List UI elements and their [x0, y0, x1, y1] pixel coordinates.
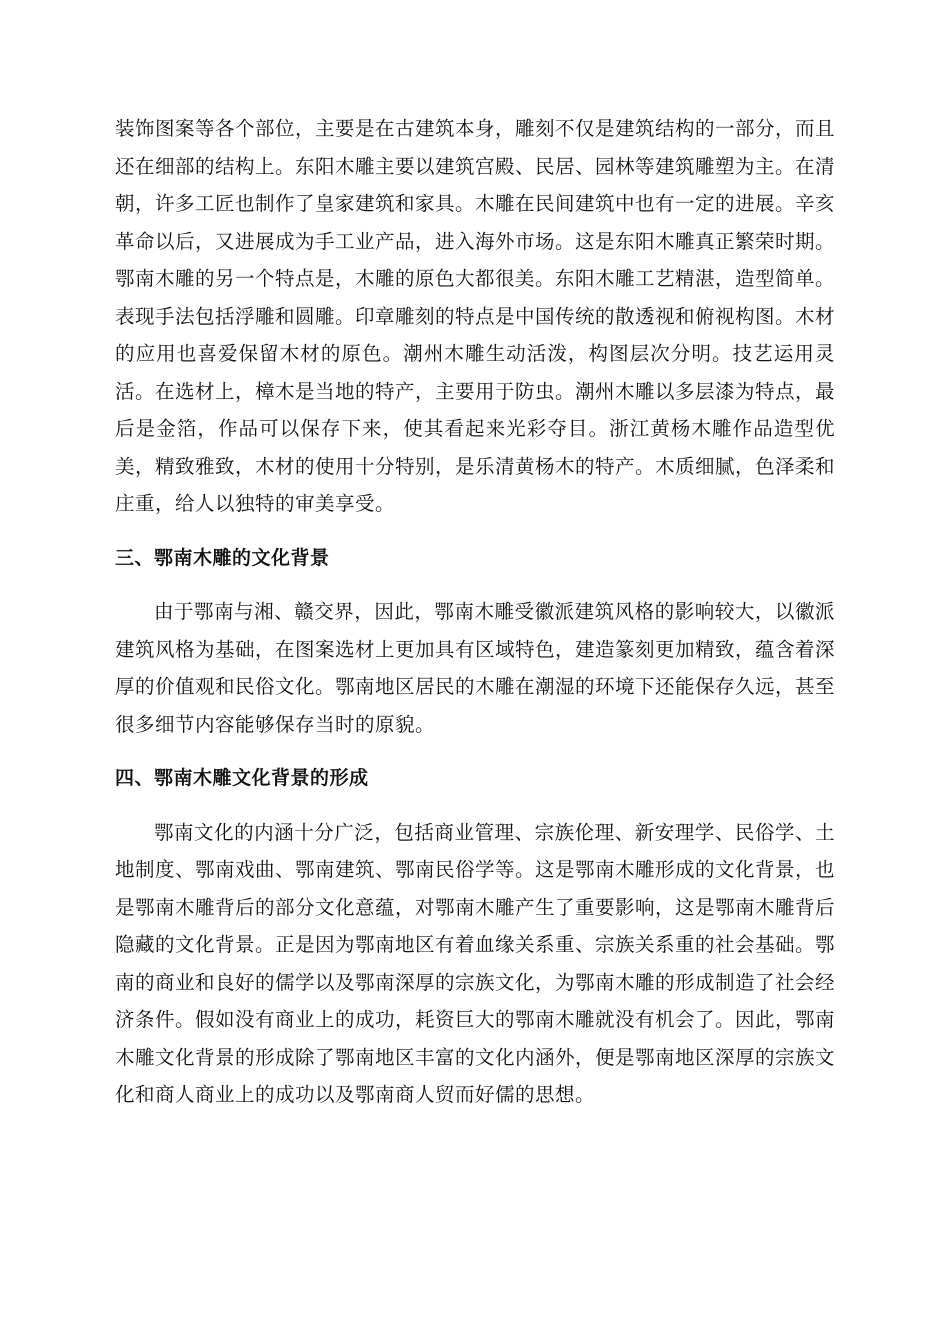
section-heading-4: 四、鄂南木雕文化背景的形成 [115, 767, 369, 789]
body-paragraph-3: 鄂南文化的内涵十分广泛，包括商业管理、宗族伦理、新安理学、民俗学、土地制度、鄂南戏曲、鄂南建筑、鄂南民俗学等。这是鄂南木雕形成的文化背景，也是鄂南木雕背后的部分文化意蕴，对鄂南木雕产生了重要影响，这是鄂南木雕背后隐藏的文化背景。正是因为鄂南地区有着血缘关系重、宗族关系重的社会基础。鄂南的商业和良好的儒学以及鄂南深厚的宗族文化，为鄂南木雕的形成制造了社会经济条件。假如没有商业上的成功，耗资巨大的鄂南木雕就没有机会了。因此，鄂南木雕文化背景的形成除了鄂南地区丰富的文化内涵外，便是鄂南地区深厚的宗族文化和商人商业上的成功以及鄂南商人贸而好儒的思想。 [115, 820, 836, 1106]
document-page [115, 110, 835, 1114]
body-paragraph-1: 装饰图案等各个部位，主要是在古建筑本身，雕刻不仅是建筑结构的一部分，而且还在细部的结构上。东阳木雕主要以建筑宫殿、民居、园林等建筑雕塑为主。在清朝，许多工匠也制作了皇家建筑和家具。木雕在民间建筑中也有一定的进展。辛亥革命以后，又进展成为手工业产品，进入海外市场。这是东阳木雕真正繁荣时期。鄂南木雕的另一个特点是，木雕的原色大都很美。东阳木雕工艺精湛，造型简单。表现手法包括浮雕和圆雕。印章雕刻的特点是中国传统的散透视和俯视构图。木材的应用也喜爱保留木材的原色。潮州木雕生动活泼，构图层次分明。技艺运用灵活。在选材上，樟木是当地的特产，主要用于防虫。潮州木雕以多层漆为特点，最后是金箔，作品可以保存下来，使其看起来光彩夺目。浙江黄杨木雕作品造型优美，精致雅致，木材的使用十分特别，是乐清黄杨木的特产。木质细腻，色泽柔和庄重，给人以独特的审美享受。 [115, 117, 836, 515]
section-heading-3: 三、鄂南木雕的文化背景 [115, 546, 330, 569]
body-paragraph-2: 由于鄂南与湘、赣交界，因此，鄂南木雕受徽派建筑风格的影响较大，以徽派建筑风格为基础，在图案选材上更加具有区域特色，建造篆刻更加精致，蕴含着深厚的价值观和民俗文化。鄂南地区居民的木雕在潮湿的环境下还能保存久远，甚至很多细节内容能够保存当时的原貌。 [115, 600, 836, 736]
